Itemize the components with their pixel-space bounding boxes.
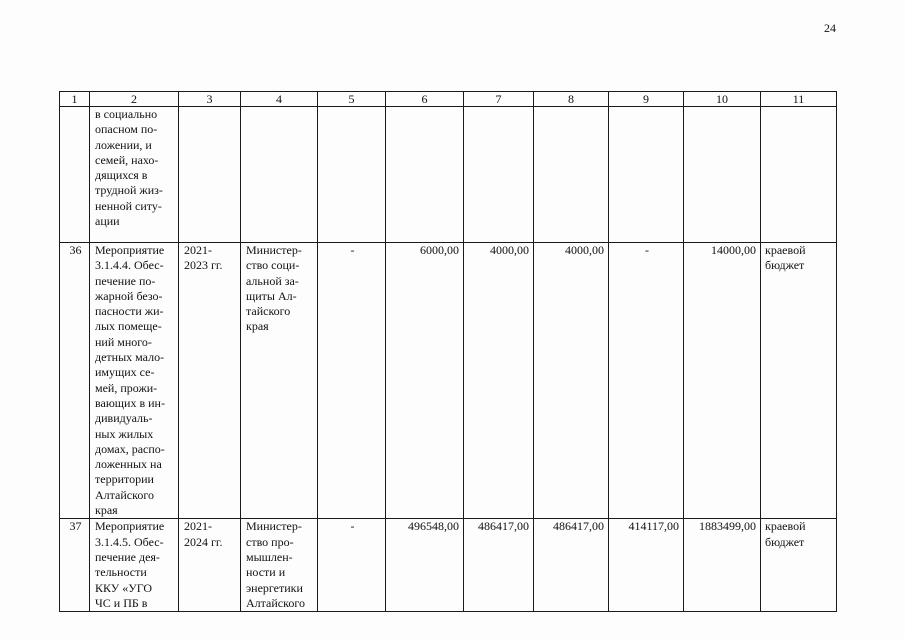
header-cell: 10 — [684, 92, 761, 107]
table-row — [60, 107, 837, 243]
row-number-cell: 37 — [60, 519, 90, 612]
header-cell: 3 — [179, 92, 241, 107]
executor-cell: Министер- ство соци- альной за- щиты Ал- тайского края — [241, 243, 318, 519]
value-cell: 1883499,00 — [684, 519, 761, 612]
value-cell: 486417,00 — [464, 519, 534, 612]
funding-source-cell: краевой бюджет — [761, 519, 837, 612]
value-cell: - — [318, 243, 386, 519]
funding-source-cell — [761, 107, 837, 243]
value-cell: 6000,00 — [386, 243, 464, 519]
value-cell: - — [318, 519, 386, 612]
value-cell: 4000,00 — [534, 243, 609, 519]
value-cell — [318, 107, 386, 243]
value-cell — [386, 107, 464, 243]
value-cell: 14000,00 — [684, 243, 761, 519]
header-cell: 9 — [609, 92, 684, 107]
page-number: 24 — [824, 21, 836, 35]
measure-name-cell: в социально опасном по- ложении, и семей, нахо- дящихся в трудной жиз- ненной ситу- ации — [90, 107, 179, 243]
header-cell: 6 — [386, 92, 464, 107]
value-cell: 496548,00 — [386, 519, 464, 612]
value-cell — [464, 107, 534, 243]
measure-name-cell: Мероприятие 3.1.4.5. Обес- печение дея- тельности ККУ «УГО ЧС и ПБ в — [90, 519, 179, 612]
funding-source-cell: краевой бюджет — [761, 243, 837, 519]
header-cell: 5 — [318, 92, 386, 107]
period-cell: 2021- 2024 гг. — [179, 519, 241, 612]
table-row — [60, 243, 837, 519]
measure-name-cell: Мероприятие 3.1.4.4. Обес- печение по- жарной безо- пасности жи- лых помеще- ний много- детных мало- имущих се- мей, прожи- вающих в ин- дивидуаль- ных жилых домах, распо- ложенных на территории Алтайского края — [90, 243, 179, 519]
value-cell: 4000,00 — [464, 243, 534, 519]
period-cell: 2021- 2023 гг. — [179, 243, 241, 519]
header-cell: 11 — [761, 92, 837, 107]
value-cell: 414117,00 — [609, 519, 684, 612]
row-number-cell — [60, 107, 90, 243]
header-cell: 2 — [90, 92, 179, 107]
header-cell: 4 — [241, 92, 318, 107]
header-row — [60, 92, 837, 107]
value-cell — [534, 107, 609, 243]
program-table — [59, 91, 837, 612]
value-cell: - — [609, 243, 684, 519]
table-row — [60, 519, 837, 612]
executor-cell — [241, 107, 318, 243]
value-cell — [609, 107, 684, 243]
row-number-cell: 36 — [60, 243, 90, 519]
value-cell: 486417,00 — [534, 519, 609, 612]
header-cell: 7 — [464, 92, 534, 107]
period-cell — [179, 107, 241, 243]
header-cell: 1 — [60, 92, 90, 107]
value-cell — [684, 107, 761, 243]
executor-cell: Министер- ство про- мышлен- ности и энергетики Алтайского — [241, 519, 318, 612]
header-cell: 8 — [534, 92, 609, 107]
